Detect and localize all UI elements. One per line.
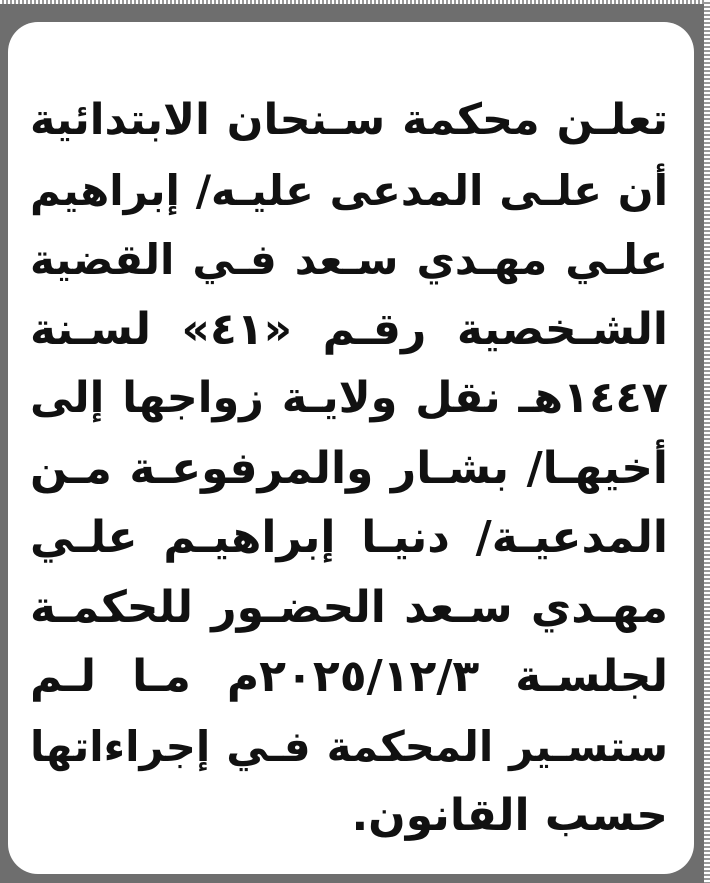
notice-body	[30, 86, 668, 851]
notice-line-6: أخيهـا/ بشـار والمرفوعـة مـن	[30, 442, 668, 494]
notice-line-8: مهـدي سـعد الحضـور للحكمـة	[30, 581, 668, 633]
notice-line-3: علـي مهـدي سـعد فـي القضية	[30, 235, 668, 284]
notice-line-11: حسب القانون.	[351, 790, 668, 841]
notice-line-5: ١٤٤٧هـ نقل ولايـة زواجها إلى	[30, 373, 668, 423]
notice-line-1: تعلـن محكمة سـنحان الابتدائية	[30, 95, 668, 145]
notice-line-4: الشـخصية رقـم «٤١» لسـنة	[30, 303, 668, 355]
top-dotted-border	[0, 0, 710, 4]
right-dotted-border	[704, 0, 710, 883]
court-notice-card	[8, 22, 694, 874]
notice-line-9: لجلسـة ٢٠٢٥/١٢/٣م مـا لـم	[30, 651, 668, 702]
notice-line-10: ستسـير المحكمة فـي إجراءاتها	[30, 721, 668, 771]
notice-line-7: المدعيـة/ دنيـا إبراهيـم علـي	[30, 512, 668, 563]
notice-line-2: أن علـى المدعى عليـه/ إبراهيم	[30, 165, 668, 215]
